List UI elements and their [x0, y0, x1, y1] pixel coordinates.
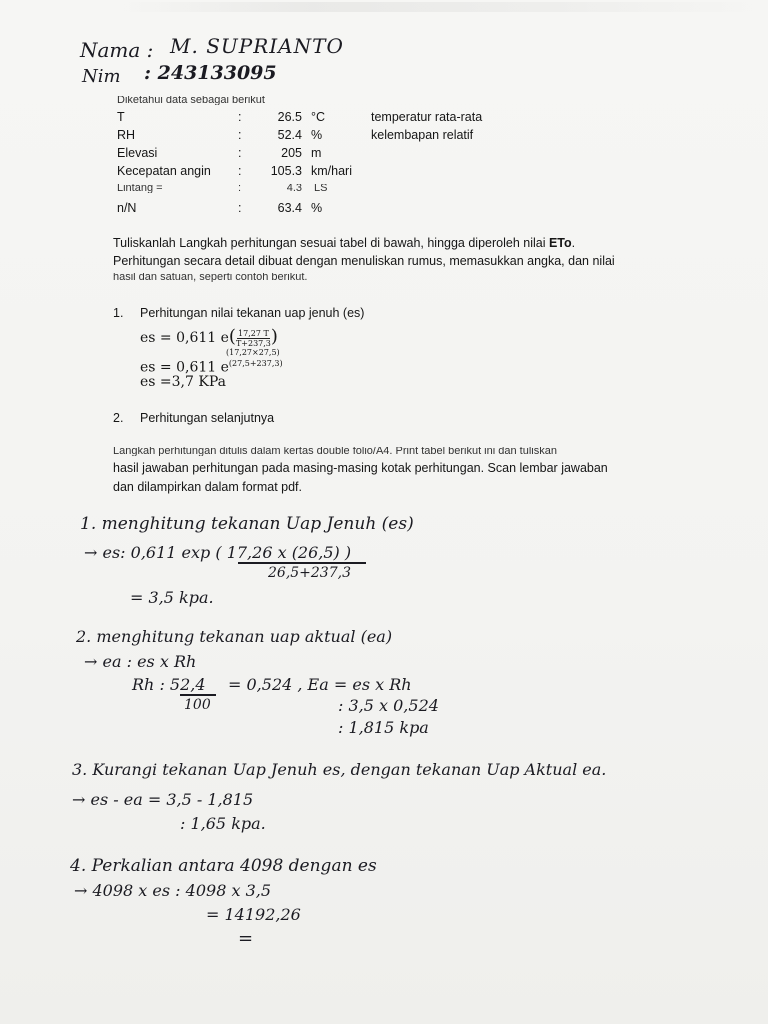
answer-step-title: 1. menghitung tekanan Uap Jenuh (es) [80, 514, 414, 534]
instruction-line: Perhitungan secara detail dibuat dengan menuliskan rumus, memasukkan angka, dan nilai [113, 254, 615, 268]
given-row-name: T [117, 110, 125, 124]
answer-line: 26,5+237,3 [268, 565, 351, 581]
answer-step-title: 3. Kurangi tekanan Uap Jenuh es, dengan tekanan Uap Aktual ea. [72, 760, 607, 779]
given-row-note: kelembapan relatif [371, 128, 474, 142]
example-step-title: Perhitungan selanjutnya [140, 411, 275, 425]
given-row-name: Lintang = [117, 184, 163, 193]
given-row-sep: : [238, 128, 242, 142]
given-row-value: 4.3 [286, 184, 302, 193]
given-row-unit: °C [311, 110, 326, 124]
example-step-number: 1. [113, 306, 124, 320]
answer-line: : 3,5 x 0,524 [338, 696, 439, 715]
notes-line: hasil jawaban perhitungan pada masing-masing kotak perhitungan. Scan lembar jawaban [113, 461, 608, 475]
nim-label: Nim [82, 66, 121, 87]
answer-line: 100 [184, 697, 211, 713]
bleed-through-text [120, 2, 760, 12]
given-row-name: n/N [117, 201, 137, 215]
given-row-value: 52.4 [277, 128, 302, 142]
answer-line: = 14192,26 [206, 905, 301, 924]
answer-fraction-bar [238, 562, 366, 564]
given-row-name: RH [117, 128, 136, 142]
answer-line: : 1,65 kpa. [180, 814, 266, 833]
name-label: Nama : [80, 38, 154, 62]
given-row-value: 105.3 [270, 164, 302, 178]
given-row-name: Elevasi [117, 146, 158, 160]
name-value: M. SUPRIANTO [170, 34, 344, 58]
instruction-line: hasil dan satuan, seperti contoh berikut. [113, 273, 308, 282]
answer-line: Rh : 52,4 [132, 675, 206, 694]
formula-es-substituted: es = 0,611 $e^{(27,5+237,3)}$ [140, 359, 283, 376]
notes-line: dan dilampirkan dalam format pdf. [113, 480, 302, 494]
given-row-unit: m [311, 146, 322, 160]
answer-line: → es: 0,611 exp ( 17,26 x (26,5) ) [84, 543, 352, 562]
answer-line: = 3,5 kpa. [130, 588, 214, 607]
formula-es-result: es =3,7 KPa [140, 374, 226, 390]
given-row-sep: : [238, 184, 242, 193]
given-row-sep: : [238, 201, 242, 215]
given-row-name: Kecepatan angin [117, 164, 211, 178]
given-row-sep: : [238, 146, 242, 160]
given-intro: Diketahui data sebagai berikut [117, 96, 265, 105]
answer-step-title: 2. menghitung tekanan uap aktual (ea) [76, 627, 393, 646]
instruction-line: Tuliskanlah Langkah perhitungan sesuai tabel di bawah, hingga diperoleh nilai ETo. [113, 236, 576, 250]
answer-line: → 4098 x es : 4098 x 3,5 [74, 881, 272, 900]
nim-value: : 243133095 [144, 62, 277, 84]
answer-line: → es - ea = 3,5 - 1,815 [72, 790, 254, 809]
example-step-number: 2. [113, 411, 124, 425]
given-row-value: 205 [281, 146, 302, 160]
answer-step-title: 4. Perkalian antara 4098 dengan es [70, 856, 377, 876]
formula-exponent: (17,27×27,5) [226, 348, 280, 357]
answer-line: → ea : es x Rh [84, 652, 197, 671]
answer-fraction-bar [180, 694, 216, 696]
answer-line: = [238, 928, 254, 949]
given-row-value: 63.4 [277, 201, 302, 215]
given-row-note: temperatur rata-rata [371, 110, 483, 124]
given-row-unit: % [311, 201, 323, 215]
given-row-sep: : [238, 110, 242, 124]
given-row-unit: km/hari [311, 164, 352, 178]
formula-es: es = 0,611 e( $\frac{17,27 T}{T+237,3}$ ) [140, 326, 278, 348]
example-step-title: Perhitungan nilai tekanan uap jenuh (es) [140, 306, 365, 320]
answer-line: = 0,524 , Ea = es x Rh [228, 675, 412, 694]
given-row-unit: LS [314, 184, 328, 193]
given-row-sep: : [238, 164, 242, 178]
notes-line: Langkah perhitungan ditulis dalam kertas double folio/A4. Print tabel berikut ini dan tuliskan [113, 447, 557, 456]
given-row-value: 26.5 [277, 110, 302, 124]
given-row-unit: % [311, 128, 323, 142]
answer-line: : 1,815 kpa [338, 718, 429, 737]
